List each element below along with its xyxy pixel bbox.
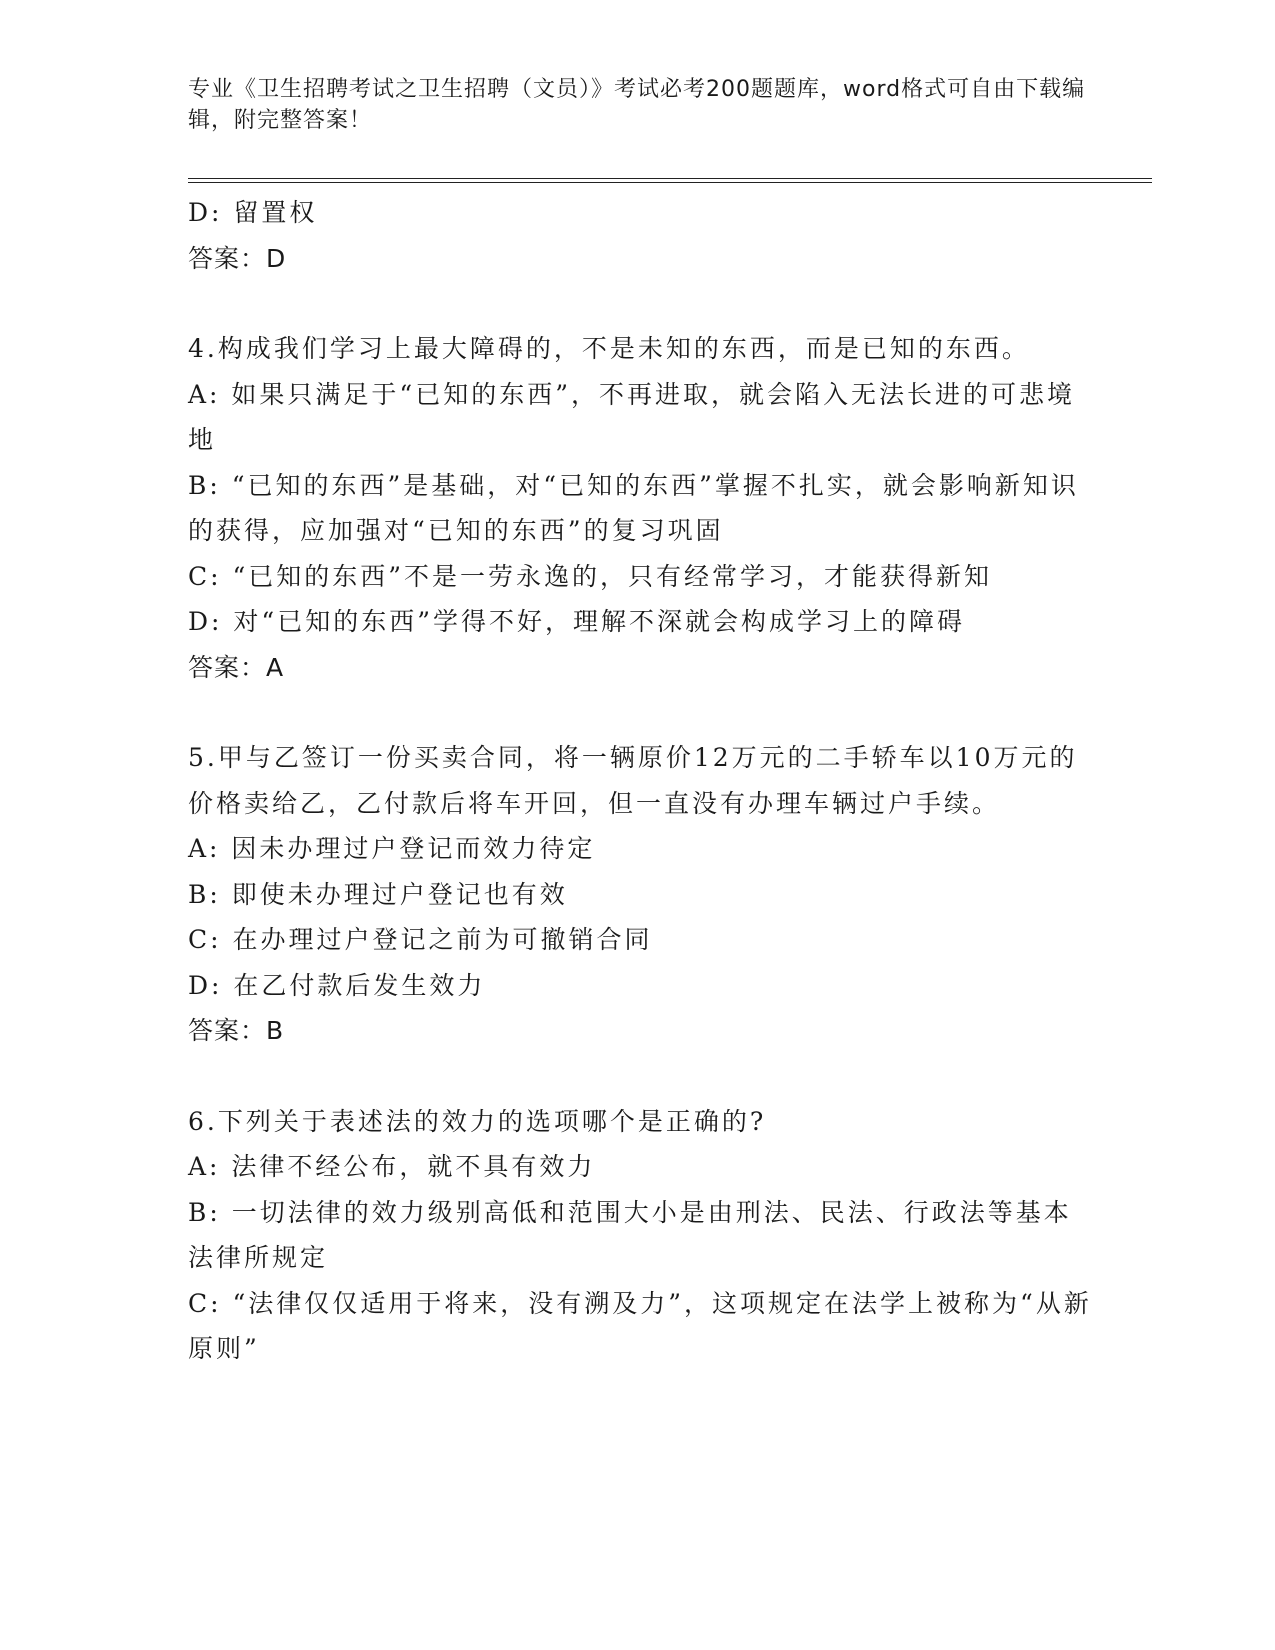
option-a: A: 法律不经公布，就不具有效力 xyxy=(188,1152,596,1181)
option-d: D: 在乙付款后发生效力 xyxy=(188,970,486,1000)
question-block-6 xyxy=(188,1099,1093,1372)
option-b: B: 即使未办理过户登记也有效 xyxy=(188,879,568,909)
question-block-5 xyxy=(188,735,1093,1054)
question-block-4 xyxy=(188,326,1093,690)
option-b: B: “已知的东西”是基础，对“已知的东西”掌握不扎实，就会影响新知识的获得，应加强对“已知的东西”的复习巩固 xyxy=(188,470,1079,545)
question-spacer xyxy=(188,690,1093,735)
option-c: C: 在办理过户登记之前为可撤销合同 xyxy=(188,925,653,954)
header-divider xyxy=(188,178,1152,183)
document-header: 专业《卫生招聘考试之卫生招聘（文员）》考试必考200题题库，word格式可自由下载编辑，附完整答案！ xyxy=(188,77,1086,133)
option-c: C: “已知的东西”不是一劳永逸的，只有经常学习，才能获得新知 xyxy=(188,561,993,591)
answer-line: 答案：B xyxy=(188,1016,285,1045)
option-d: D: 对“已知的东西”学得不好，理解不深就会构成学习上的障碍 xyxy=(188,607,965,636)
option-b: B: 一切法律的效力级别高低和范围大小是由刑法、民法、行政法等基本法律所规定 xyxy=(188,1197,1072,1272)
answer-line: 答案：A xyxy=(188,652,285,682)
option-d: D: 留置权 xyxy=(188,198,318,227)
question-spacer xyxy=(188,1054,1093,1099)
answer-line: 答案：D xyxy=(188,243,287,273)
question-stem: 5.甲与乙签订一份买卖合同，将一辆原价12万元的二手轿车以10万元的价格卖给乙，乙付款后将车开回，但一直没有办理车辆过户手续。 xyxy=(188,743,1078,818)
question-stem: 6.下列关于表述法的效力的选项哪个是正确的? xyxy=(188,1106,767,1136)
question-stem: 4.构成我们学习上最大障碍的，不是未知的东西，而是已知的东西。 xyxy=(188,334,1030,363)
question-content xyxy=(188,190,1093,1372)
option-a: A: 如果只满足于“已知的东西”，不再进取，就会陷入无法长进的可悲境地 xyxy=(188,379,1075,454)
option-a: A: 因未办理过户登记而效力待定 xyxy=(188,834,596,863)
option-c: C: “法律仅仅适用于将来，没有溯及力”，这项规定在法学上被称为“从新原则” xyxy=(188,1288,1092,1363)
question-spacer xyxy=(188,281,1093,326)
